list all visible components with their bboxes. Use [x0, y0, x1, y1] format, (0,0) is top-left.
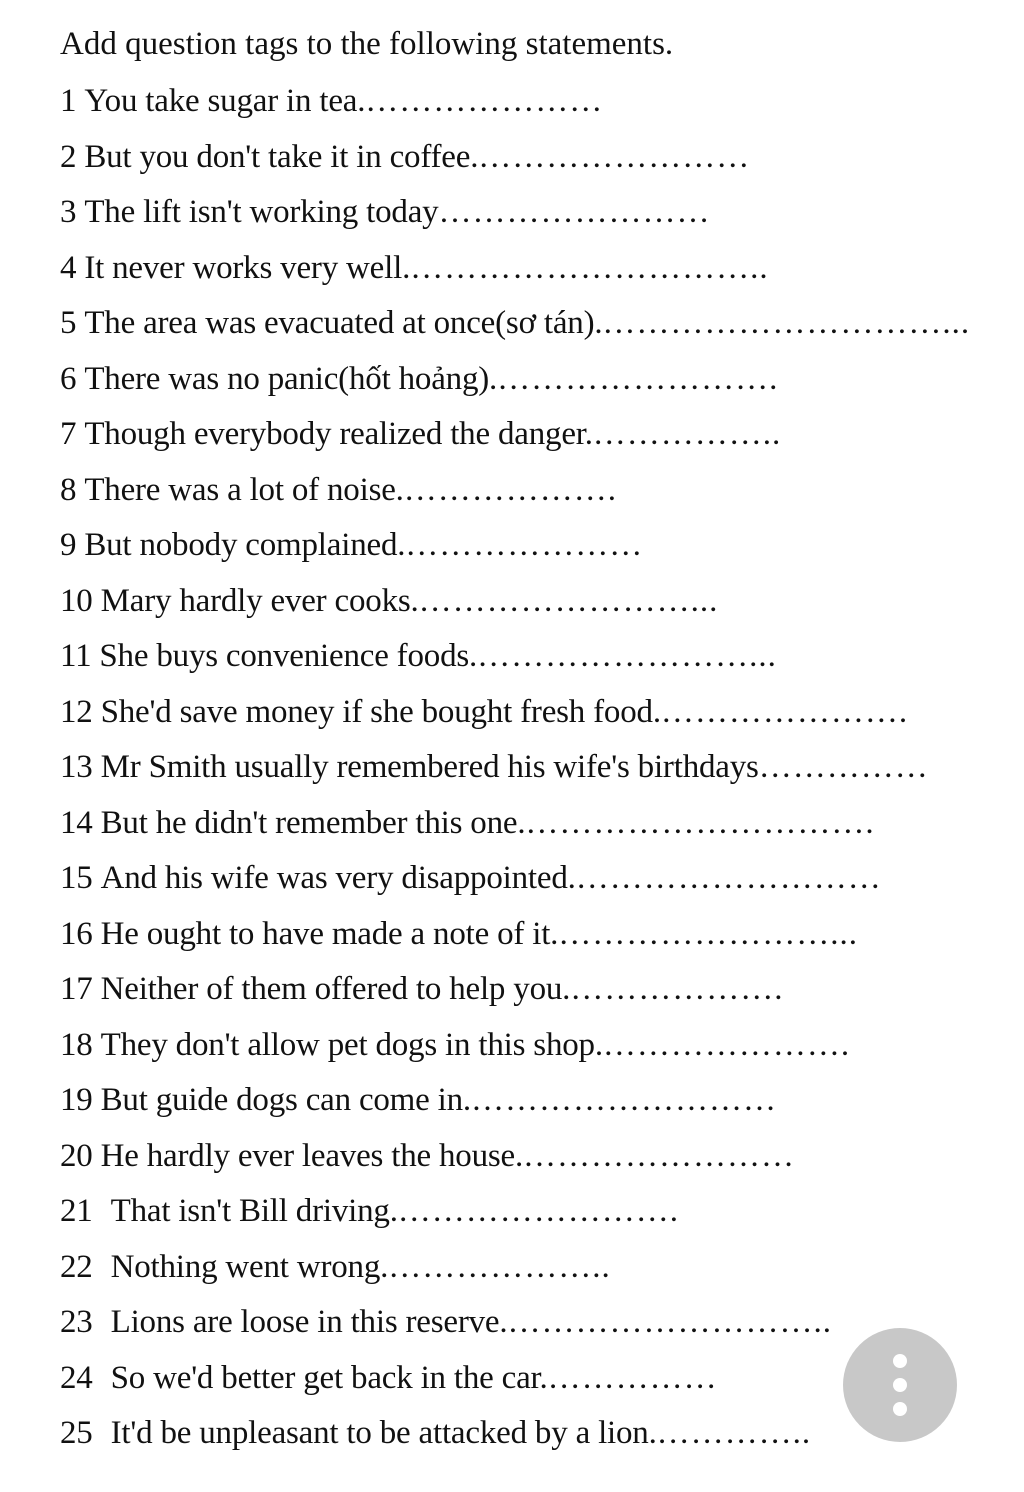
more-options-icon-dot [893, 1378, 907, 1392]
exercise-number: 3 [60, 194, 77, 230]
exercise-item [60, 352, 1024, 408]
exercise-item [60, 1018, 1024, 1074]
exercise-number: 10 [60, 582, 93, 619]
answer-blank: ……………………… [575, 860, 882, 896]
answer-blank: ……………………….. [507, 1304, 832, 1340]
exercise-number: 23 [60, 1304, 93, 1340]
answer-blank: ……………………… [470, 1082, 777, 1118]
answer-blank: …………… [758, 749, 929, 785]
exercise-number: 19 [60, 1082, 93, 1118]
answer-blank: …………………………... [602, 305, 971, 341]
exercise-item [60, 851, 1024, 907]
more-options-icon-dot [893, 1354, 907, 1368]
exercise-statement: But guide dogs can come in. [100, 1082, 471, 1118]
exercise-item [60, 1129, 1024, 1185]
exercise-number: 11 [60, 638, 92, 674]
exercise-number: 21 [60, 1193, 93, 1229]
exercise-item [60, 241, 1024, 297]
exercise-statement: So we'd better get back in the car. [110, 1359, 548, 1396]
exercise-number: 15 [60, 860, 93, 896]
answer-blank: ……………………... [558, 915, 858, 952]
answer-blank: ……………….. [388, 1248, 611, 1285]
more-options-button[interactable] [843, 1328, 957, 1442]
exercise-statement: Nothing went wrong. [110, 1248, 389, 1285]
answer-blank: ……………………... [477, 638, 777, 674]
answer-blank: …………………… [478, 138, 751, 175]
exercise-number: 25 [60, 1415, 93, 1451]
exercise-number: 22 [60, 1248, 93, 1285]
exercise-statement: Mary hardly ever cooks. [100, 582, 419, 619]
exercise-statement: That isn't Bill driving. [110, 1193, 398, 1229]
exercise-number: 9 [60, 527, 77, 563]
exercise-statement: Neither of them offered to help you. [100, 971, 571, 1007]
answer-blank: ……………………. [397, 1193, 679, 1229]
answer-blank: ………………. [570, 971, 784, 1007]
answer-blank: …………… [547, 1359, 718, 1396]
exercise-item [60, 1073, 1024, 1129]
exercise-statement: The lift isn't working today [84, 194, 439, 230]
exercise-number: 24 [60, 1359, 93, 1396]
exercise-statement: You take sugar in tea. [84, 83, 366, 119]
answer-blank: …………………. [602, 1026, 851, 1063]
answer-blank: ………………… [365, 83, 604, 119]
exercise-number: 5 [60, 305, 77, 341]
answer-blank: ………………. [403, 471, 617, 508]
exercise-number: 4 [60, 249, 77, 286]
instructions-heading: Add question tags to the following statements. [60, 26, 674, 62]
answer-blank: ……………………... [418, 582, 719, 619]
answer-blank: …………………… [438, 194, 711, 230]
exercise-item [60, 907, 1024, 963]
exercise-statement: It'd be unpleasant to be attacked by a lion. [110, 1415, 657, 1451]
exercise-item [60, 518, 1024, 574]
exercise-item [60, 1240, 1024, 1296]
answer-blank: ………….. [656, 1415, 812, 1451]
exercise-item [60, 185, 1024, 241]
exercise-number: 18 [60, 1026, 93, 1063]
more-options-icon-dot [893, 1402, 907, 1416]
exercise-statement: Mr Smith usually remembered his wife's birthdays [100, 749, 759, 785]
answer-blank: …………….. [592, 416, 782, 452]
exercise-statement: Lions are loose in this reserve. [110, 1304, 508, 1340]
answer-blank: ………………………….. [410, 249, 769, 286]
exercise-number: 20 [60, 1137, 93, 1174]
answer-blank: …………………… [523, 1137, 796, 1174]
exercise-number: 16 [60, 915, 93, 952]
exercise-statement: There was a lot of noise. [84, 471, 404, 508]
exercise-number: 6 [60, 360, 77, 397]
exercise-statement: But you don't take it in coffee. [84, 138, 479, 175]
worksheet [60, 20, 1024, 1462]
exercise-statement: And his wife was very disappointed. [100, 860, 576, 896]
exercise-list [60, 74, 1024, 1462]
exercise-statement: But he didn't remember this one. [100, 804, 526, 841]
exercise-statement: Though everybody realized the danger. [84, 416, 593, 452]
exercise-statement: But nobody complained. [84, 527, 406, 563]
exercise-statement: She'd save money if she bought fresh food. [100, 693, 661, 730]
exercise-item [60, 796, 1024, 852]
exercise-number: 7 [60, 416, 77, 452]
exercise-number: 1 [60, 83, 77, 119]
exercise-item [60, 407, 1024, 463]
exercise-statement: He ought to have made a note of it. [100, 915, 559, 952]
exercise-item [60, 629, 1024, 685]
exercise-item [60, 685, 1024, 741]
exercise-statement: They don't allow pet dogs in this shop. [100, 1026, 603, 1063]
exercise-item [60, 74, 1024, 130]
exercise-number: 8 [60, 471, 77, 508]
exercise-number: 14 [60, 804, 93, 841]
exercise-item [60, 130, 1024, 186]
exercise-number: 12 [60, 693, 93, 730]
answer-blank: …………………………. [525, 804, 875, 841]
exercise-number: 17 [60, 971, 93, 1007]
exercise-item [60, 296, 1024, 352]
answer-blank: …………………. [660, 693, 909, 730]
exercise-statement: It never works very well. [84, 249, 411, 286]
answer-blank: ……………………. [497, 360, 779, 397]
exercise-statement: She buys convenience foods. [99, 638, 478, 674]
exercise-item [60, 463, 1024, 519]
exercise-item [60, 740, 1024, 796]
exercise-item [60, 1184, 1024, 1240]
exercise-number: 13 [60, 749, 93, 785]
answer-blank: ………………… [405, 527, 644, 563]
exercise-statement: He hardly ever leaves the house. [100, 1137, 524, 1174]
exercise-statement: The area was evacuated at once(sơ tán). [84, 305, 603, 341]
exercise-item [60, 962, 1024, 1018]
exercise-item [60, 574, 1024, 630]
exercise-number: 2 [60, 138, 77, 175]
exercise-statement: There was no panic(hốt hoảng). [84, 360, 498, 397]
